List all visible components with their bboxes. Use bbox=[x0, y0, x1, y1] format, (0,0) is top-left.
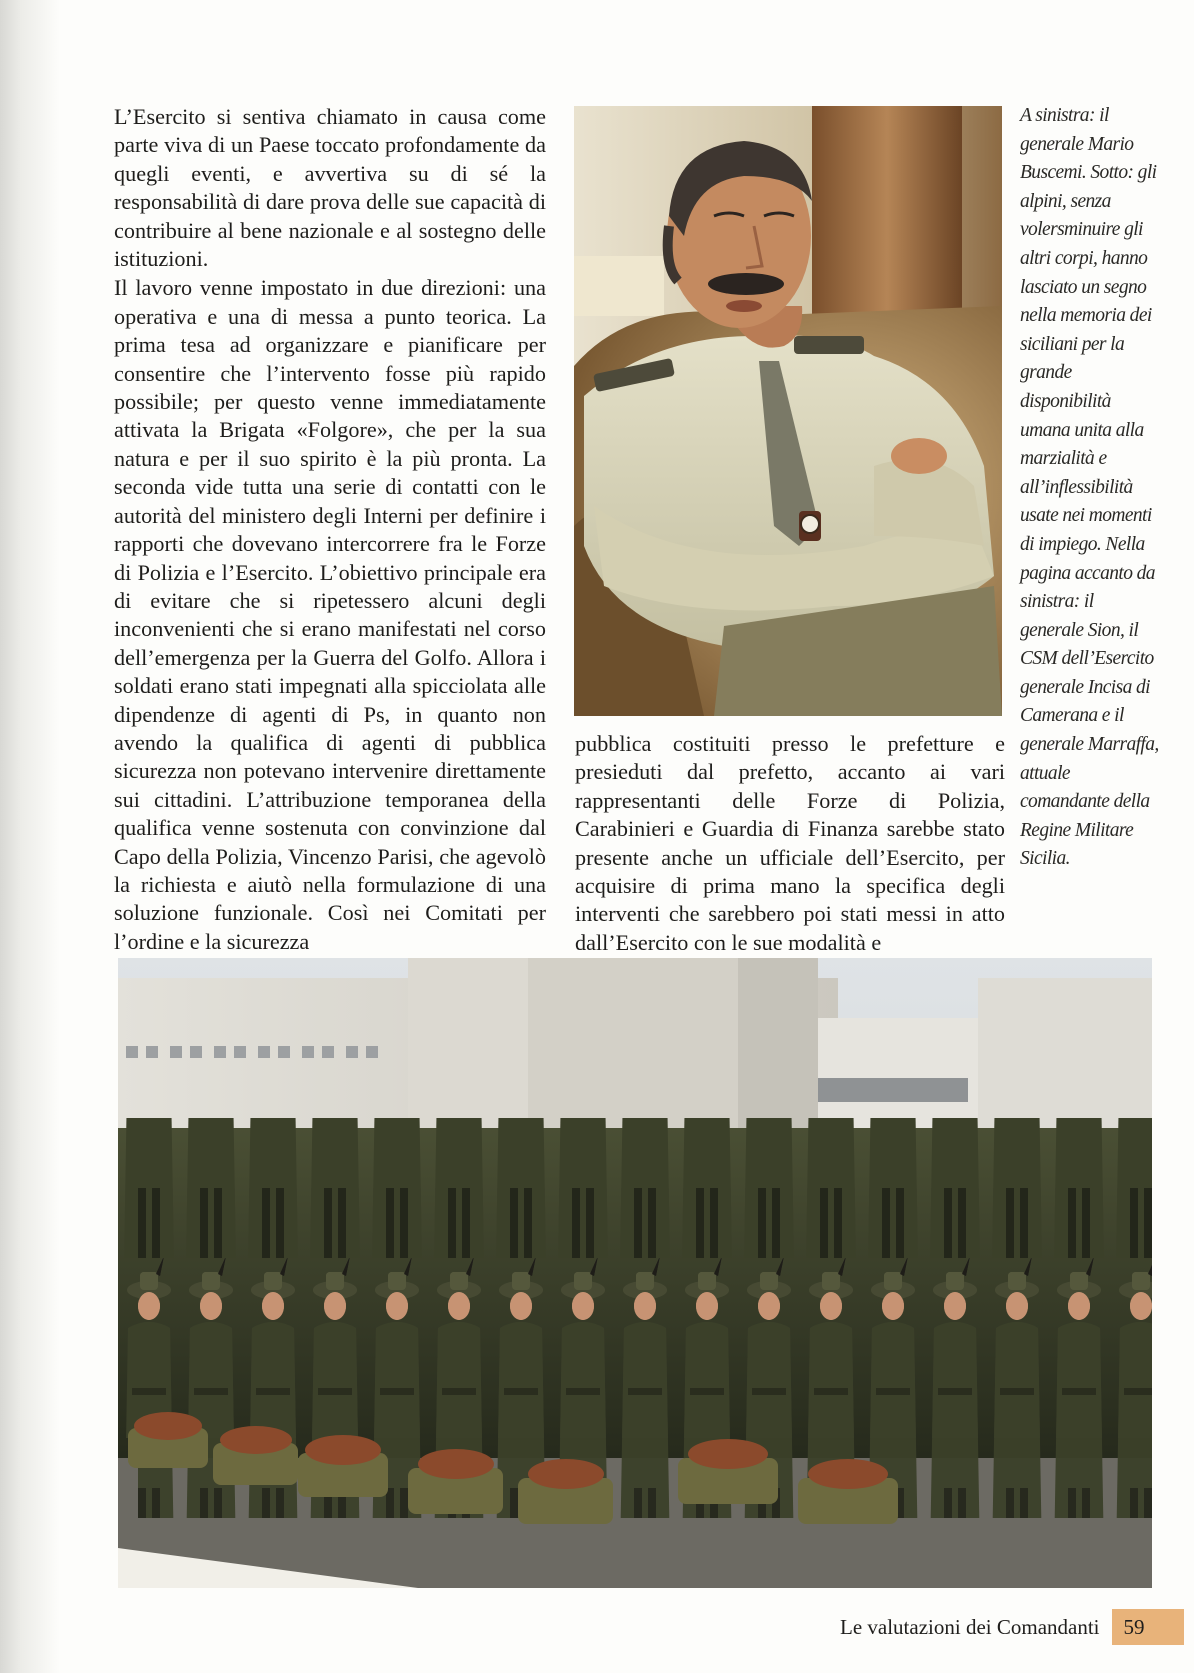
general-portrait-illustration bbox=[574, 106, 1002, 716]
paragraph-2: Il lavoro venne impostato in due direzioni: una operativa e una di messa a punto teorica. La prima tesa ad organizzare e pianificare per consentire che l’intervento fosse più rapido possibile; per questo venne immediatamente attivata la Brigata «Folgore», che per la sua natura e per il suo spirito è la più pronta. La seconda vide tutta una serie di contatti con le autorità del ministero degli Interni per definire i rapporti che dovevano intercorrere fra le Forze di Polizia e l’Esercito. L’obiettivo principale era di evitare che si ripetessero alcuni degli inconvenienti che si erano manifestati nel corso dell’emergenza per la Guerra del Golfo. Allora i soldati erano stati impegnati alla spicciolata alle dipendenze di agenti di Ps, in quanto non avendo la qualifica di agenti di pubblica sicurezza non potevano intervenire direttamente sui cittadini. L’attribuzione temporanea della qualifica venne sostenuta con convinzione dal Capo della Polizia, Vincenzo Parisi, che agevolò la richiesta e aiutò nella formulazione di una soluzione funzionale. Così nei Comitati per l’ordine e la sicurezza bbox=[114, 275, 546, 954]
running-footer-title: Le valutazioni dei Comandanti bbox=[840, 1614, 1100, 1639]
page-number: 59 bbox=[1112, 1609, 1184, 1645]
body-text-middle-column bbox=[575, 730, 1005, 957]
page-footer bbox=[840, 1607, 1184, 1647]
photo-general-buscemi bbox=[574, 106, 1002, 716]
photo-caption: A sinistra: il generale Mario Buscemi. Sotto: gli alpini, senza volersminuire gli altri corpi, hanno lasciato un segno nella memoria dei siciliani per la grande disponibilità umana unita alla marzialità e all’inflessibilità usate nei momenti di impiego. Nella pagina accanto da sinistra: il generale Sion, il CSM dell’Esercito generale Incisa di Camerana e il generale Marraffa, attuale comandante della Regine Militare Sicilia. bbox=[1020, 105, 1159, 870]
page-gutter-shadow bbox=[0, 0, 60, 1673]
photo-alpini-formation bbox=[118, 958, 1152, 1588]
body-text-left-column bbox=[114, 103, 546, 956]
paragraph-1: L’Esercito si sentiva chiamato in causa come parte viva di un Paese toccato profondamente da quegli eventi, e avvertiva su di sé la responsabilità di dare prova delle sue capacità di contribuire al bene nazionale e al sostegno delle istituzioni. bbox=[114, 104, 546, 272]
paragraph-3: pubblica costituiti presso le prefetture e presieduti dal prefetto, accanto ai vari rappresentanti delle Forze di Polizia, Carabinieri e Guardia di Finanza sarebbe stato presente anche un ufficiale dell’Esercito, per acquisire di prima mano la specifica degli interventi che sarebbero poi stati messi in atto dall’Esercito con le sue modalità e bbox=[575, 731, 1005, 955]
alpini-illustration bbox=[118, 958, 1152, 1588]
